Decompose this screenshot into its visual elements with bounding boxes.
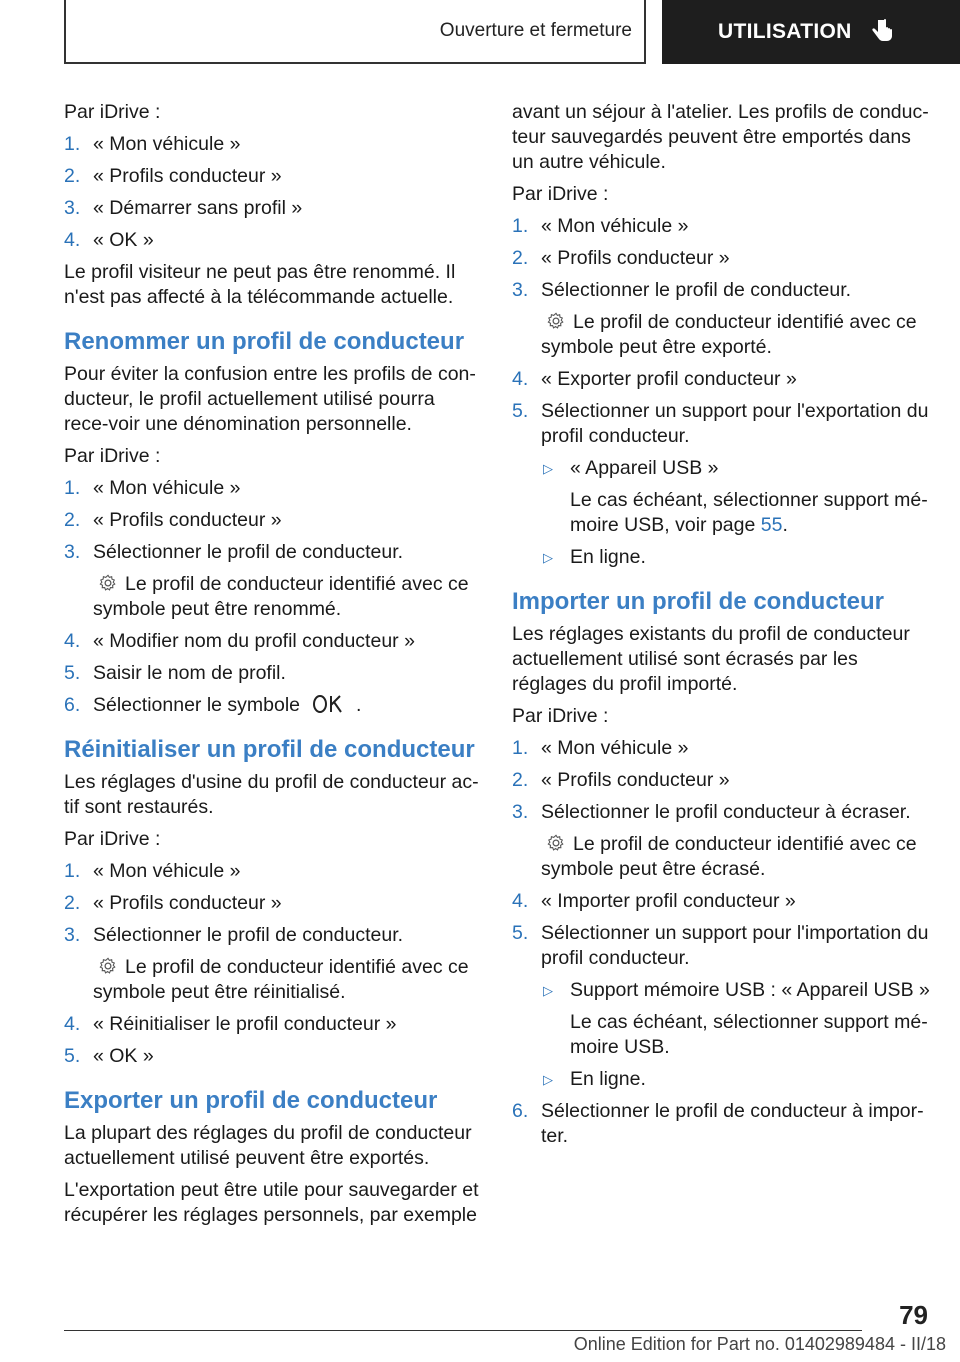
left-column bbox=[64, 100, 479, 1235]
triangle-bullet-icon: ▷ bbox=[543, 461, 553, 476]
rename-heading: Renommer un profil de conducteur bbox=[64, 328, 465, 355]
visitor-note: Le profil visiteur ne peut pas être renommé. Il n'est pas affecté à la télécommande actuelle. bbox=[64, 261, 456, 308]
triangle-bullet-icon: ▷ bbox=[543, 1072, 553, 1087]
gear-icon bbox=[547, 834, 565, 852]
reset-heading: Réinitialiser un profil de conducteur bbox=[64, 736, 475, 763]
export-heading: Exporter un profil de conducteur bbox=[64, 1087, 438, 1114]
step: 1. « Mon véhicule » bbox=[64, 860, 241, 882]
triangle-bullet-icon: ▷ bbox=[543, 550, 553, 565]
step: 2. « Profils conducteur » bbox=[512, 769, 730, 791]
reset-intro: Par iDrive : bbox=[64, 828, 161, 850]
reset-steps bbox=[64, 859, 479, 948]
step: 2. « Profils conducteur » bbox=[512, 247, 730, 269]
export-note: Le profil de conducteur identifié avec ce symbole peut être exporté. bbox=[541, 311, 917, 358]
step: 5. Saisir le nom de profil. bbox=[64, 662, 286, 684]
import-intro: Par iDrive : bbox=[512, 705, 609, 727]
substep: ▷ En ligne. bbox=[543, 546, 646, 568]
ok-symbol-icon bbox=[312, 694, 346, 714]
step: 1. « Mon véhicule » bbox=[512, 737, 689, 759]
import-steps-cont bbox=[512, 889, 930, 971]
step: 3. « Démarrer sans profil » bbox=[64, 197, 303, 219]
header-chapter bbox=[662, 0, 960, 64]
step: 1. « Mon véhicule » bbox=[64, 133, 241, 155]
rename-intro: Par iDrive : bbox=[64, 445, 161, 467]
step: 4. « Réinitialiser le profil conducteur » bbox=[64, 1013, 397, 1035]
substep-detail: Le cas échéant, sélectionner support mé-moire USB. bbox=[570, 1011, 928, 1058]
step: 5. Sélectionner un support pour l'importation du profil conducteur. bbox=[512, 922, 929, 969]
export-steps bbox=[512, 214, 930, 303]
substep-detail: Le cas échéant, sélectionner support mé-moire USB, voir page 55. bbox=[570, 489, 928, 536]
page-number: 79 bbox=[899, 1300, 928, 1330]
step: 5. Sélectionner un support pour l'exportation du profil conducteur. bbox=[512, 400, 929, 447]
export-body2: L'exportation peut être utile pour sauvegarder et récupérer les réglages personnels, par exemple bbox=[64, 1179, 479, 1226]
triangle-bullet-icon: ▷ bbox=[543, 983, 553, 998]
gear-icon bbox=[99, 574, 117, 592]
step: 3. Sélectionner le profil de conducteur. bbox=[64, 924, 404, 946]
step: 2. « Profils conducteur » bbox=[64, 892, 282, 914]
header-chapter-title: UTILISATION bbox=[718, 20, 852, 43]
hand-pointer-icon bbox=[870, 18, 894, 46]
gear-icon bbox=[547, 312, 565, 330]
export-steps-cont bbox=[512, 367, 930, 449]
import-note: Le profil de conducteur identifié avec ce symbole peut être écrasé. bbox=[541, 833, 917, 880]
import-steps-last bbox=[512, 1099, 930, 1149]
step: 3. Sélectionner le profil de conducteur. bbox=[64, 541, 404, 563]
step: 6. Sélectionner le symbole . bbox=[64, 694, 362, 716]
page-link[interactable]: 55 bbox=[760, 514, 783, 536]
reset-steps-cont bbox=[64, 1012, 479, 1069]
right-column bbox=[512, 100, 930, 1156]
export-intro: Par iDrive : bbox=[512, 183, 609, 205]
step: 3. Sélectionner le profil de conducteur. bbox=[512, 279, 852, 301]
import-steps bbox=[512, 736, 930, 825]
step: 3. Sélectionner le profil conducteur à écraser. bbox=[512, 801, 911, 823]
import-heading: Importer un profil de conducteur bbox=[512, 588, 885, 615]
substep: ▷ En ligne. bbox=[543, 1068, 646, 1090]
step: 1. « Mon véhicule » bbox=[512, 215, 689, 237]
footer-edition: Online Edition for Part no. 01402989484 - II/18 bbox=[573, 1334, 946, 1354]
rename-steps-cont bbox=[64, 629, 479, 718]
header-section-title: Ouverture et fermeture bbox=[439, 20, 632, 41]
intro-text: Par iDrive : bbox=[64, 101, 161, 123]
export-body1: La plupart des réglages du profil de conducteur actuellement utilisé peuvent être exportés. bbox=[64, 1122, 472, 1169]
reset-note: Le profil de conducteur identifié avec ce symbole peut être réinitialisé. bbox=[93, 956, 469, 1003]
step: 6. Sélectionner le profil de conducteur à impor-ter. bbox=[512, 1100, 924, 1147]
step: 2. « Profils conducteur » bbox=[64, 509, 282, 531]
step: 4. « Exporter profil conducteur » bbox=[512, 368, 797, 390]
import-substeps bbox=[512, 978, 930, 1092]
substep: ▷ Support mémoire USB : « Appareil USB » bbox=[543, 979, 930, 1001]
gear-icon bbox=[99, 957, 117, 975]
substep: ▷ « Appareil USB » bbox=[543, 457, 719, 479]
footer-divider bbox=[64, 1330, 862, 1331]
step: 1. « Mon véhicule » bbox=[64, 477, 241, 499]
export-substeps bbox=[512, 456, 930, 570]
step: 2. « Profils conducteur » bbox=[64, 165, 282, 187]
rename-body: Pour éviter la confusion entre les profils de con-ducteur, le profil actuellement utilisé pourra rece-voir une dénomination personnelle. bbox=[64, 363, 476, 435]
export-continued: avant un séjour à l'atelier. Les profils de conduc-teur sauvegardés peuvent être emportés dans un autre véhicule. bbox=[512, 101, 929, 173]
rename-note: Le profil de conducteur identifié avec ce symbole peut être renommé. bbox=[93, 573, 469, 620]
import-body: Les réglages existants du profil de conducteur actuellement utilisé sont écrasés par les réglages du profil importé. bbox=[512, 623, 910, 695]
step: 4. « Modifier nom du profil conducteur » bbox=[64, 630, 415, 652]
step: 4. « Importer profil conducteur » bbox=[512, 890, 796, 912]
header-section bbox=[64, 0, 646, 64]
step: 4. « OK » bbox=[64, 229, 154, 251]
step: 5. « OK » bbox=[64, 1045, 154, 1067]
rename-steps bbox=[64, 476, 479, 565]
reset-body: Les réglages d'usine du profil de conducteur ac-tif sont restaurés. bbox=[64, 771, 479, 818]
visitor-steps bbox=[64, 132, 479, 253]
